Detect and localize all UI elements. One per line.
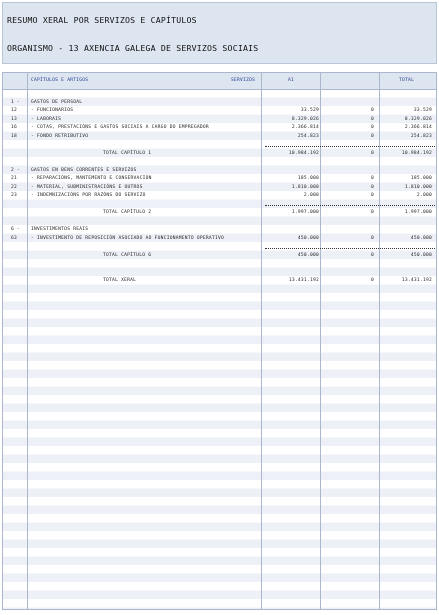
row-value-column3: 0 [370, 278, 374, 283]
table-row [3, 183, 436, 192]
table-row [3, 166, 436, 175]
row-value-total: 1.810.000 [404, 184, 432, 190]
row-value-a1: 10.984.192 [288, 150, 319, 156]
row-label: - LABORAIS [31, 116, 62, 122]
row-label: - INVESTIMENTO DE REPOSICIÓN ASOCIADO AO FUNCIONAMENTO OPERATIVO [31, 235, 225, 241]
table-row [3, 174, 436, 183]
subtotal-separator [265, 146, 435, 147]
row-value-total: 8.329.026 [404, 116, 432, 122]
row-value-total: 185.000 [410, 176, 432, 181]
table-row [3, 123, 436, 132]
row-code: 23 [11, 193, 18, 198]
row-value-column3: 0 [370, 150, 374, 156]
row-label: TOTAL XERAL [103, 278, 137, 283]
row-label: TOTAL CAPÍTULO 6 [103, 252, 152, 258]
row-code: 63 [11, 235, 18, 241]
row-value-a1: 1.997.000 [291, 210, 319, 215]
row-value-column3: 0 [370, 176, 374, 181]
subtotal-separator [265, 248, 435, 249]
row-label: TOTAL CAPÍTULO 1 [103, 150, 152, 156]
total-row [3, 149, 436, 158]
row-value-column3: 0 [370, 235, 374, 241]
row-value-total: 1.997.000 [404, 210, 432, 215]
column-header-a1: A1 [288, 78, 295, 83]
row-label: GASTOS EN BENS CORRENTES E SERVIZOS [31, 167, 137, 173]
row-code: 16 [11, 125, 18, 130]
row-value-a1: 450.000 [297, 235, 319, 241]
table-row [3, 132, 436, 141]
row-value-a1: 8.329.026 [291, 116, 319, 122]
row-value-total: 2.000 [416, 193, 432, 198]
row-value-column3: 0 [370, 210, 374, 215]
row-value-total: 2.366.814 [404, 125, 432, 130]
row-value-total: 33.529 [413, 108, 432, 113]
row-value-column3: 0 [370, 108, 374, 113]
table-row [3, 106, 436, 115]
report-header [2, 2, 437, 64]
row-value-a1: 450.000 [297, 252, 319, 258]
row-value-total: 13.431.192 [401, 278, 432, 283]
row-value-a1: 13.431.192 [288, 278, 319, 283]
subtotal-separator [265, 205, 435, 206]
column-header-servizos: SERVIZOS [231, 78, 256, 83]
row-label: GASTOS DE PERSOAL [31, 99, 83, 105]
column-header-row [3, 73, 436, 90]
row-label: - REPARACIÓNS, MANTEMENTO E CONSERVACIÓN [31, 176, 152, 181]
row-code: 13 [11, 116, 18, 122]
row-value-column3: 0 [370, 116, 374, 122]
row-label: - MATERIAL, SUBMINISTRACIÓNS E OUTROS [31, 184, 143, 190]
row-code: 2 - [11, 167, 21, 173]
row-value-total: 450.000 [410, 252, 432, 258]
row-code: 1 - [11, 99, 21, 105]
row-value-total: 450.000 [410, 235, 432, 241]
table-row [3, 191, 436, 200]
row-value-a1: 2.000 [303, 193, 319, 198]
total-row [3, 208, 436, 217]
total-row [3, 251, 436, 260]
report-title: RESUMO XERAL POR SERVIZOS E CAPÍTULOS [7, 15, 197, 25]
row-value-a1: 185.000 [297, 176, 319, 181]
row-value-a1: 1.810.000 [291, 184, 319, 190]
row-code: 22 [11, 184, 18, 190]
table-row [3, 98, 436, 107]
total-row [3, 276, 436, 285]
row-value-column3: 0 [370, 184, 374, 190]
row-label: - COTAS, PRESTACIÓNS E GASTOS SOCIAIS A CARGO DO EMPREGADOR [31, 125, 209, 130]
row-label: - FONDO RETRIBUTIVO [31, 133, 89, 139]
row-label: - INDEMNIZACIÓNS POR RAZÓNS DO SERVIZO [31, 193, 146, 198]
row-code: 21 [11, 176, 18, 181]
table-row [3, 115, 436, 124]
row-value-column3: 0 [370, 125, 374, 130]
table-row [3, 234, 436, 243]
row-code: 6 - [11, 227, 21, 232]
table-row [3, 225, 436, 234]
row-code: 18 [11, 133, 18, 139]
row-value-column3: 0 [370, 133, 374, 139]
row-value-a1: 33.529 [300, 108, 319, 113]
row-code: 12 [11, 108, 18, 113]
summary-table [2, 72, 437, 610]
row-value-a1: 254.823 [297, 133, 319, 139]
row-value-total: 254.823 [410, 133, 432, 139]
organism-title: ORGANISMO - 13 AXENCIA GALEGA DE SERVIZOS SOCIAIS [7, 43, 259, 53]
row-label: - FUNCIONARIOS [31, 108, 74, 113]
row-value-column3: 0 [370, 193, 374, 198]
row-label: TOTAL CAPÍTULO 2 [103, 210, 152, 215]
row-value-column3: 0 [370, 252, 374, 258]
row-value-total: 10.984.192 [401, 150, 432, 156]
column-header-total: TOTAL [399, 78, 415, 83]
column-header-capitulos: CAPÍTULOS E ARTIGOS [31, 78, 89, 83]
row-value-a1: 2.366.814 [291, 125, 319, 130]
row-label: INVESTIMENTOS REAIS [31, 227, 89, 232]
